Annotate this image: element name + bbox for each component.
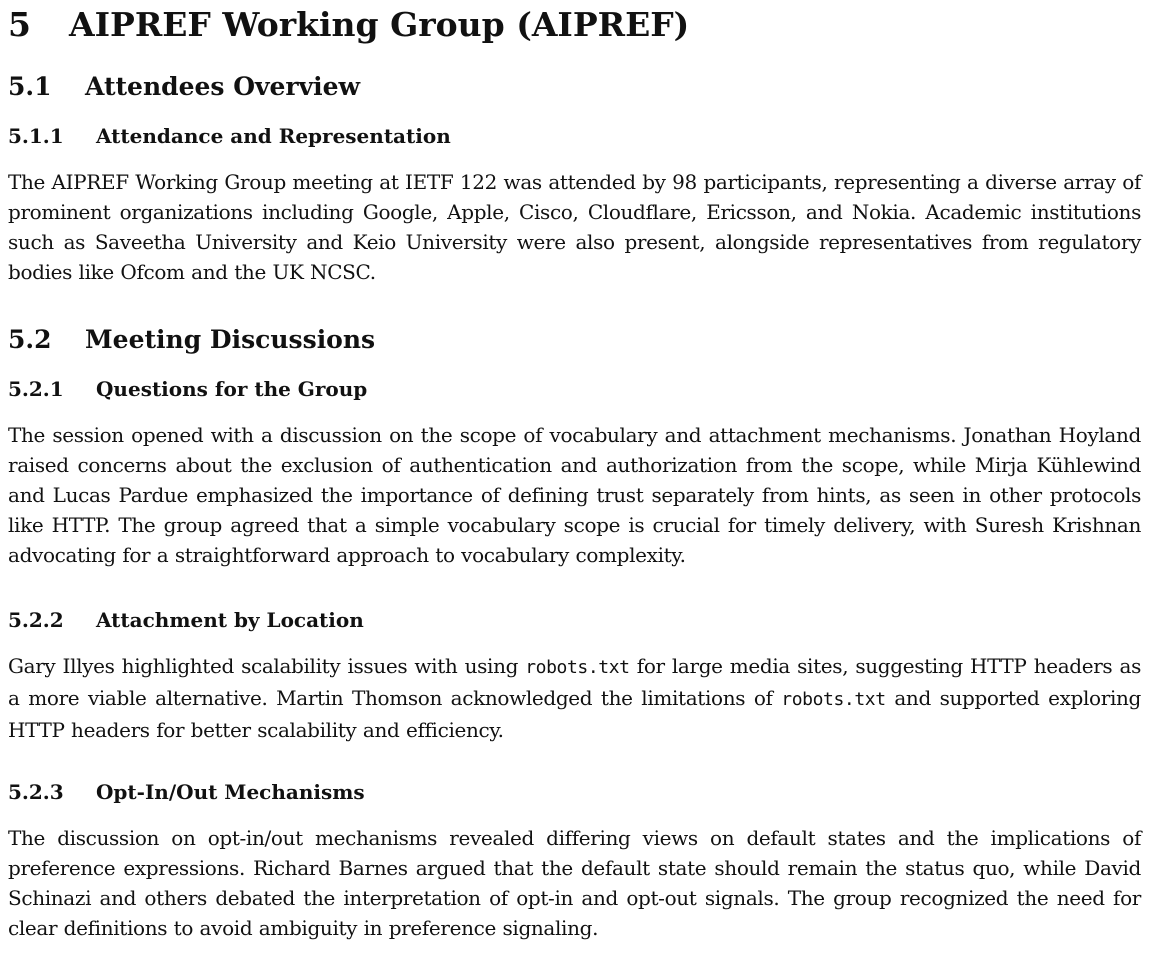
subsubsection-title: Opt-In/Out Mechanisms: [96, 780, 365, 804]
subsubsection-heading-5-1-1: [8, 126, 451, 146]
subsection-heading-5-2: [8, 327, 375, 352]
paragraph-questions: The session opened with a discussion on the scope of vocabulary and attachment mechanisms. Jonathan Hoyland raised concerns about the exclusion of authentication and authorization from the scope, while Mirja Kühlewind and Lucas Pardue emphasized the importance of defining trust separately from hints, as seen in other protocols like HTTP. The group agreed that a simple vocabulary scope is crucial for timely delivery, with Suresh Krishnan advocating for a straightforward approach to vocabulary complexity.: [8, 423, 1141, 567]
subsubsection-title: Attachment by Location: [96, 608, 364, 632]
subsubsection-number: 5.2.3: [8, 780, 64, 804]
subsection-title: Meeting Discussions: [85, 325, 376, 354]
subsection-title: Attendees Overview: [85, 72, 361, 101]
paragraph-text: and supported exploring HTTP headers for better scalability and efficiency.: [8, 686, 1141, 742]
paragraph-text: Gary Illyes highlighted scalability issues with using: [8, 654, 526, 678]
subsubsection-number: 5.2.2: [8, 608, 64, 632]
paragraph-attendance: The AIPREF Working Group meeting at IETF 122 was attended by 98 participants, representing a diverse array of prominent organizations including Google, Apple, Cisco, Cloudflare, Ericsson, and Nokia. Academic institutions such as Saveetha University and Keio University were also present, alongside representatives from regulatory bodies like Ofcom and the UK NCSC.: [8, 170, 1141, 284]
subsubsection-heading-5-2-3: [8, 782, 365, 802]
subsubsection-heading-5-2-1: [8, 379, 367, 399]
paragraph-opt-in-out: The discussion on opt-in/out mechanisms revealed differing views on default states and the implications of preference expressions. Richard Barnes argued that the default state should remain the status quo, while David Schinazi and others debated the interpretation of opt-in and opt-out signals. The group recognized the need for clear definitions to avoid ambiguity in preference signaling.: [8, 826, 1141, 940]
inline-code-robots-txt: robots.txt: [781, 689, 886, 710]
subsection-heading-5-1: [8, 74, 360, 99]
subsubsection-title: Questions for the Group: [96, 377, 368, 401]
paragraph-attachment: [8, 651, 1141, 745]
section-heading: [8, 5, 690, 44]
section-title: AIPREF Working Group (AIPREF): [69, 5, 690, 44]
subsubsection-number: 5.1.1: [8, 124, 64, 148]
subsubsection-title: Attendance and Representation: [96, 124, 451, 148]
inline-code-robots-txt: robots.txt: [525, 657, 630, 678]
subsection-number: 5.1: [8, 72, 52, 101]
section-number: 5: [8, 5, 31, 44]
subsubsection-heading-5-2-2: [8, 610, 364, 630]
paragraph-text: for large media sites, suggesting HTTP headers as a more viable alternative. Martin Thomson acknowledged the limitations of: [8, 654, 1141, 710]
subsubsection-number: 5.2.1: [8, 377, 64, 401]
subsection-number: 5.2: [8, 325, 52, 354]
